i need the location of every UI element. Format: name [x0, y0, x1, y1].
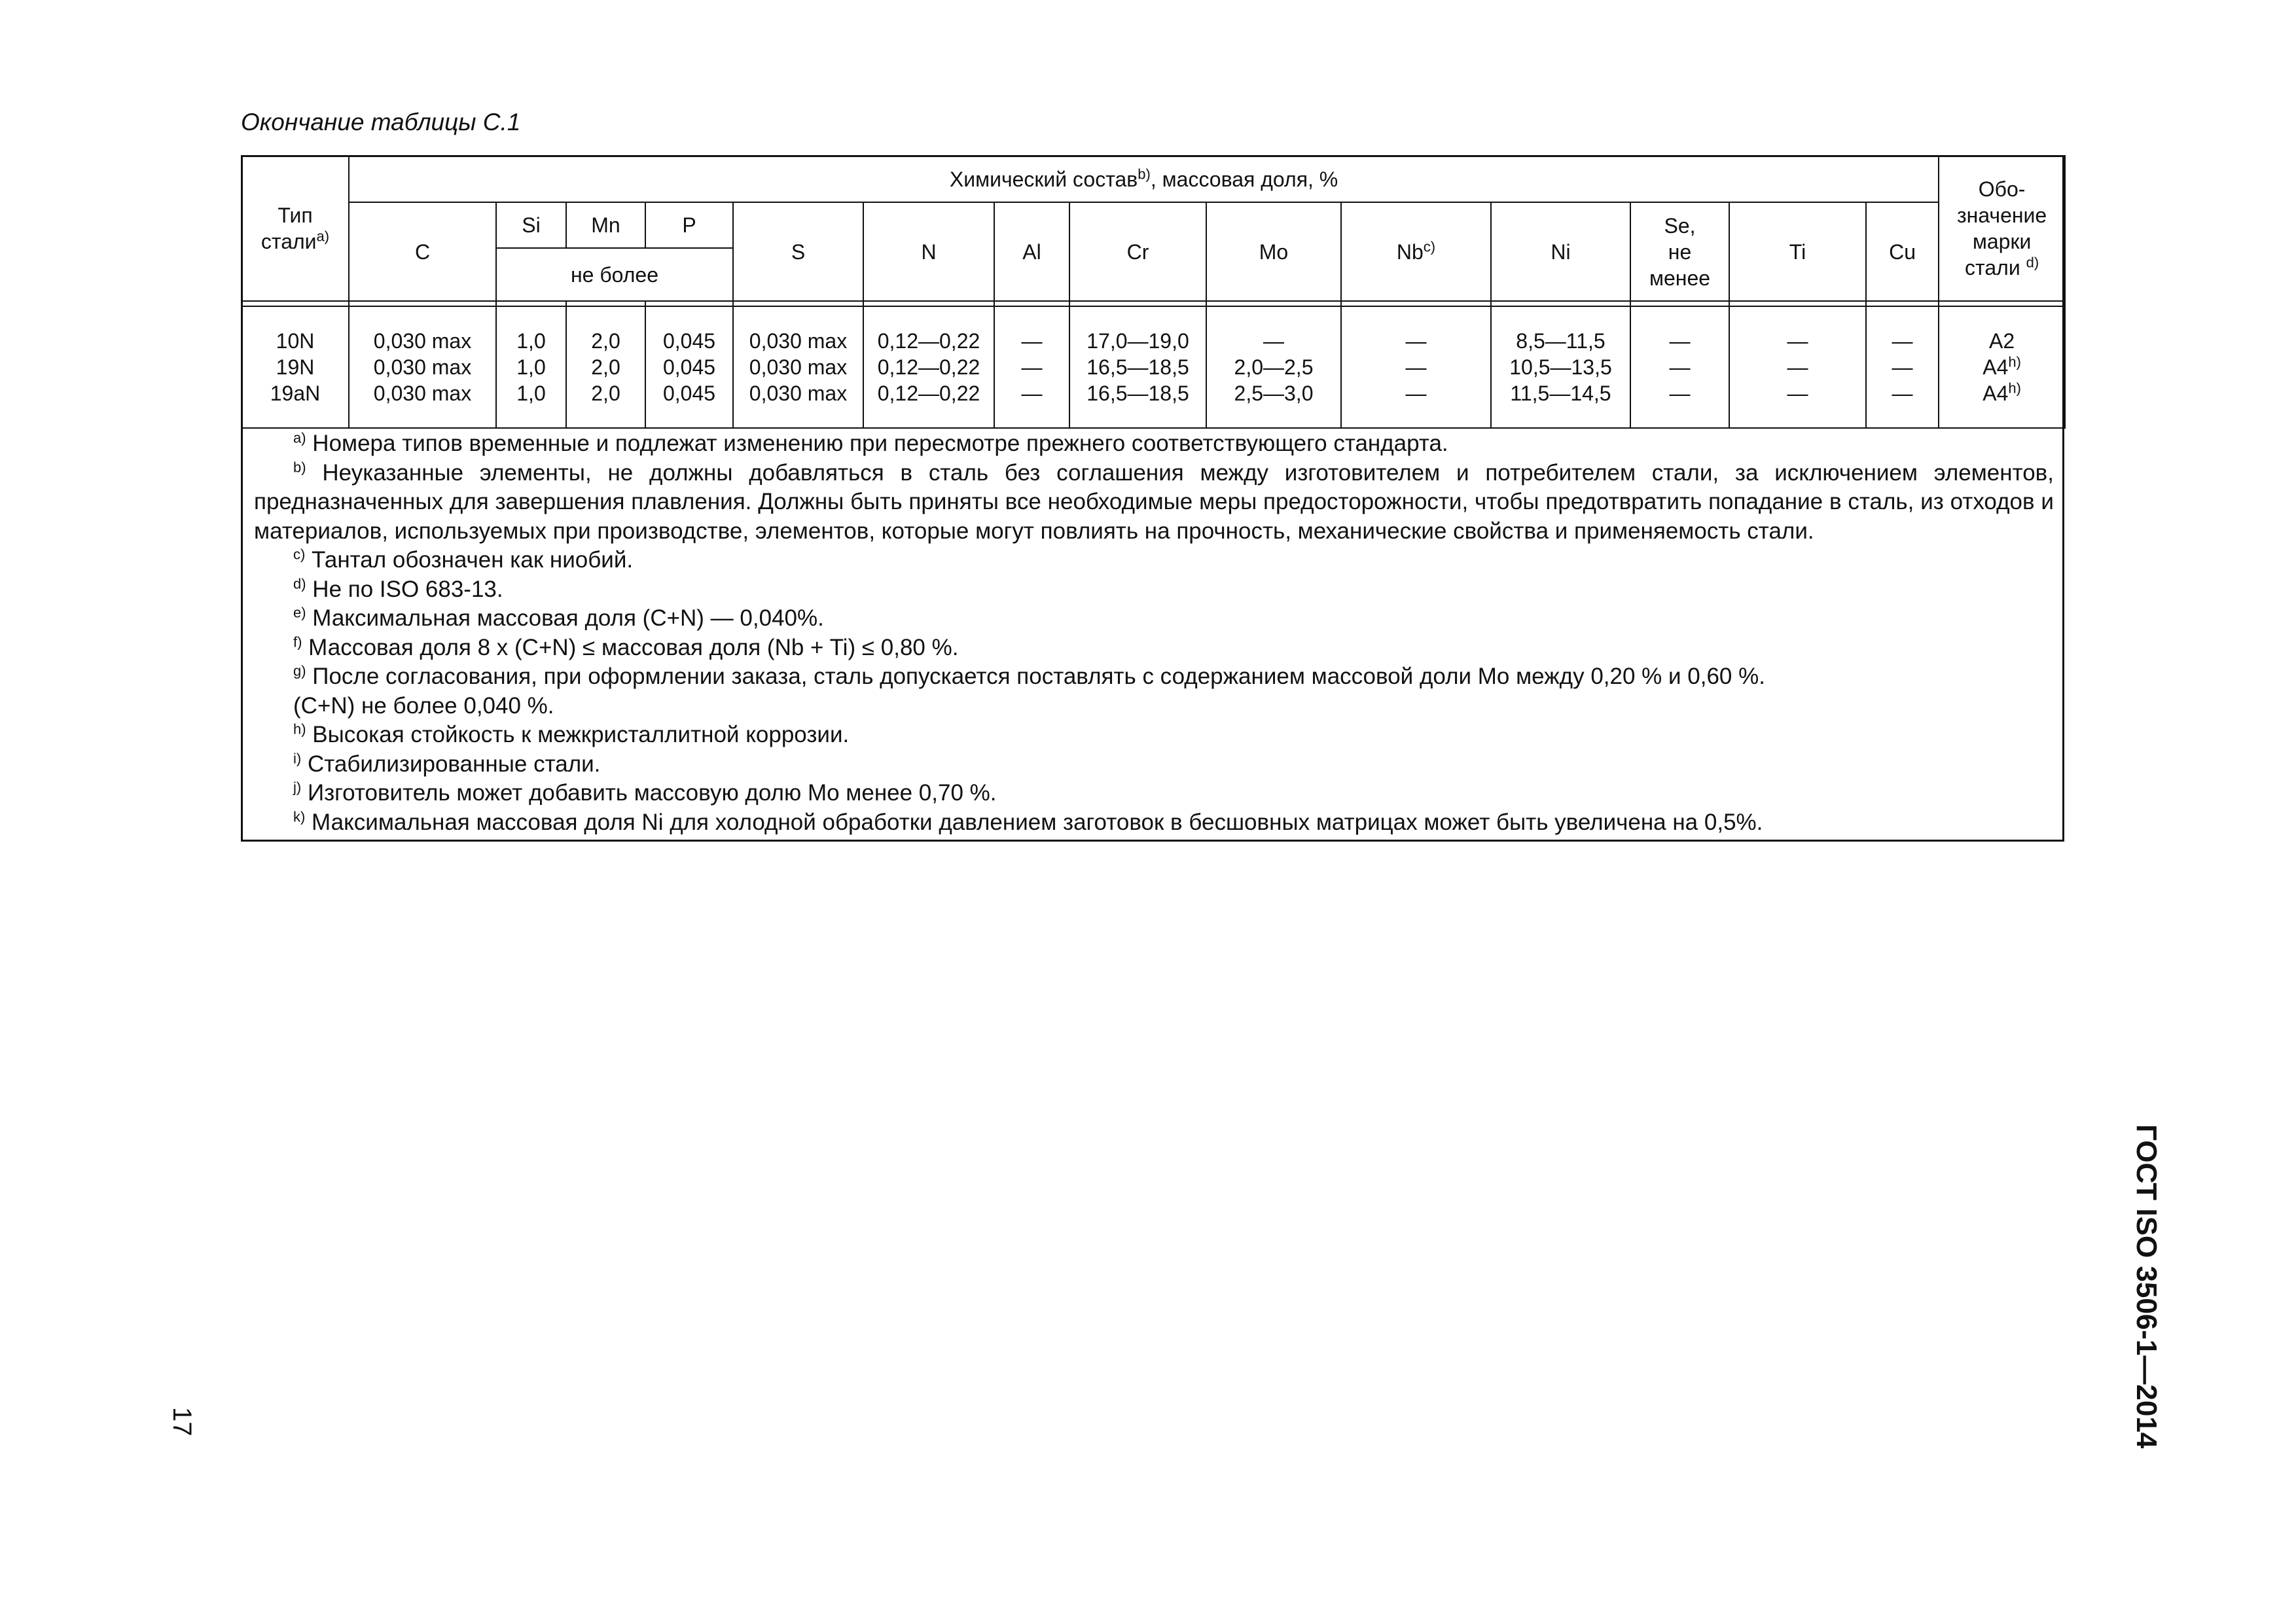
cell-ti: — — —	[1729, 306, 1866, 428]
page-number: 17	[168, 1407, 196, 1436]
header-se: Se, не менее	[1630, 202, 1729, 301]
cell-si: 1,0 1,0 1,0	[496, 306, 566, 428]
footnote-c: $^{c)}$ Тантал обозначен как ниобий.	[293, 546, 634, 573]
header-s: S	[733, 202, 863, 301]
header-si: Si	[496, 202, 566, 248]
cell-cu: — — —	[1866, 306, 1939, 428]
footnote-i: $^{i)}$ Стабилизированные стали.	[293, 749, 601, 777]
cell-n: 0,12—0,22 0,12—0,22 0,12—0,22	[863, 306, 994, 428]
footnote-j: $^{j)}$ Изготовитель может добавить массовую долю Mo менее 0,70 %.	[293, 779, 997, 806]
header-steel-type: Тип стали$^{a)}$	[242, 156, 349, 301]
footnote-e: $^{e)}$ Максимальная массовая доля (C+N) — 0,040%.	[293, 604, 824, 631]
header-c: C	[349, 202, 496, 301]
footnote-h: $^{h)}$ Высокая стойкость к межкристаллитной коррозии.	[293, 721, 850, 747]
header-cu: Cu	[1866, 202, 1939, 301]
header-designation: Обо- значение марки стали $^{d)}$	[1939, 156, 2065, 301]
header-nb: Nb$^{c)}$	[1341, 202, 1491, 301]
cell-type: 10N 19N 19aN	[242, 306, 349, 428]
header-cr: Cr	[1069, 202, 1206, 301]
header-n: N	[863, 202, 994, 301]
table-caption: Окончание таблицы С.1	[241, 109, 521, 135]
footnote-a: $^{a)}$ Номера типов временные и подлежат изменению при пересмотре прежнего соответствующего стандарта.	[293, 429, 1448, 456]
cell-p: 0,045 0,045 0,045	[645, 306, 733, 428]
cell-mn: 2,0 2,0 2,0	[566, 306, 645, 428]
table-footnotes	[254, 429, 2054, 837]
cell-se: — — —	[1630, 306, 1729, 428]
cell-c: 0,030 max 0,030 max 0,030 max	[349, 306, 496, 428]
cell-nb: — — —	[1341, 306, 1491, 428]
cell-mark: A2 A4$^{h)}$ A4$^{h)}$	[1939, 306, 2065, 428]
footnote-b: $^{b)}$ Неуказанные элементы, не должны добавляться в сталь без соглашения между изготовителем и потребителем стали, за исключением элементов, предназначенных для завершения плавления. Должны быть приняты все необходимые меры предосторожности, чтобы предотвратить попадание в сталь, из отходов и материалов, используемых при производстве, элементов, которые могут повлиять на прочность, механические свойства и применяемость стали.	[254, 458, 2054, 544]
header-chemical-composition: Химический состав$^{b)}$, массовая доля, %	[349, 156, 1939, 202]
header-ni: Ni	[1491, 202, 1630, 301]
footnote-g-continuation: (C+N) не более 0,040 %.	[293, 692, 554, 719]
cell-mo: — 2,0—2,5 2,5—3,0	[1206, 306, 1341, 428]
cell-s: 0,030 max 0,030 max 0,030 max	[733, 306, 863, 428]
cell-ni: 8,5—11,5 10,5—13,5 11,5—14,5	[1491, 306, 1630, 428]
header-mn: Mn	[566, 202, 645, 248]
footnote-f: $^{f)}$ Массовая доля 8 х (C+N) ≤ массовая доля (Nb + Ti) ≤ 0,80 %.	[293, 633, 959, 660]
header-ti: Ti	[1729, 202, 1866, 301]
cell-al: — — —	[994, 306, 1069, 428]
header-p: P	[645, 202, 733, 248]
standard-code: ГОСТ ISO 3506-1—2014	[2130, 1124, 2162, 1449]
footnote-k: $^{k)}$ Максимальная массовая доля Ni для холодной обработки давлением заготовок в бесшовных матрицах может быть увеличена на 0,5%.	[293, 808, 1763, 835]
cell-cr: 17,0—19,0 16,5—18,5 16,5—18,5	[1069, 306, 1206, 428]
header-not-more: не более	[496, 248, 733, 301]
footnote-d: $^{d)}$ Не по ISO 683-13.	[293, 575, 503, 602]
footnote-g: $^{g)}$ После согласования, при оформлении заказа, сталь допускается поставлять с содержанием массовой доли Mo между 0,20 % и 0,60 %.	[293, 662, 1765, 689]
header-mo: Mo	[1206, 202, 1341, 301]
header-al: Al	[994, 202, 1069, 301]
